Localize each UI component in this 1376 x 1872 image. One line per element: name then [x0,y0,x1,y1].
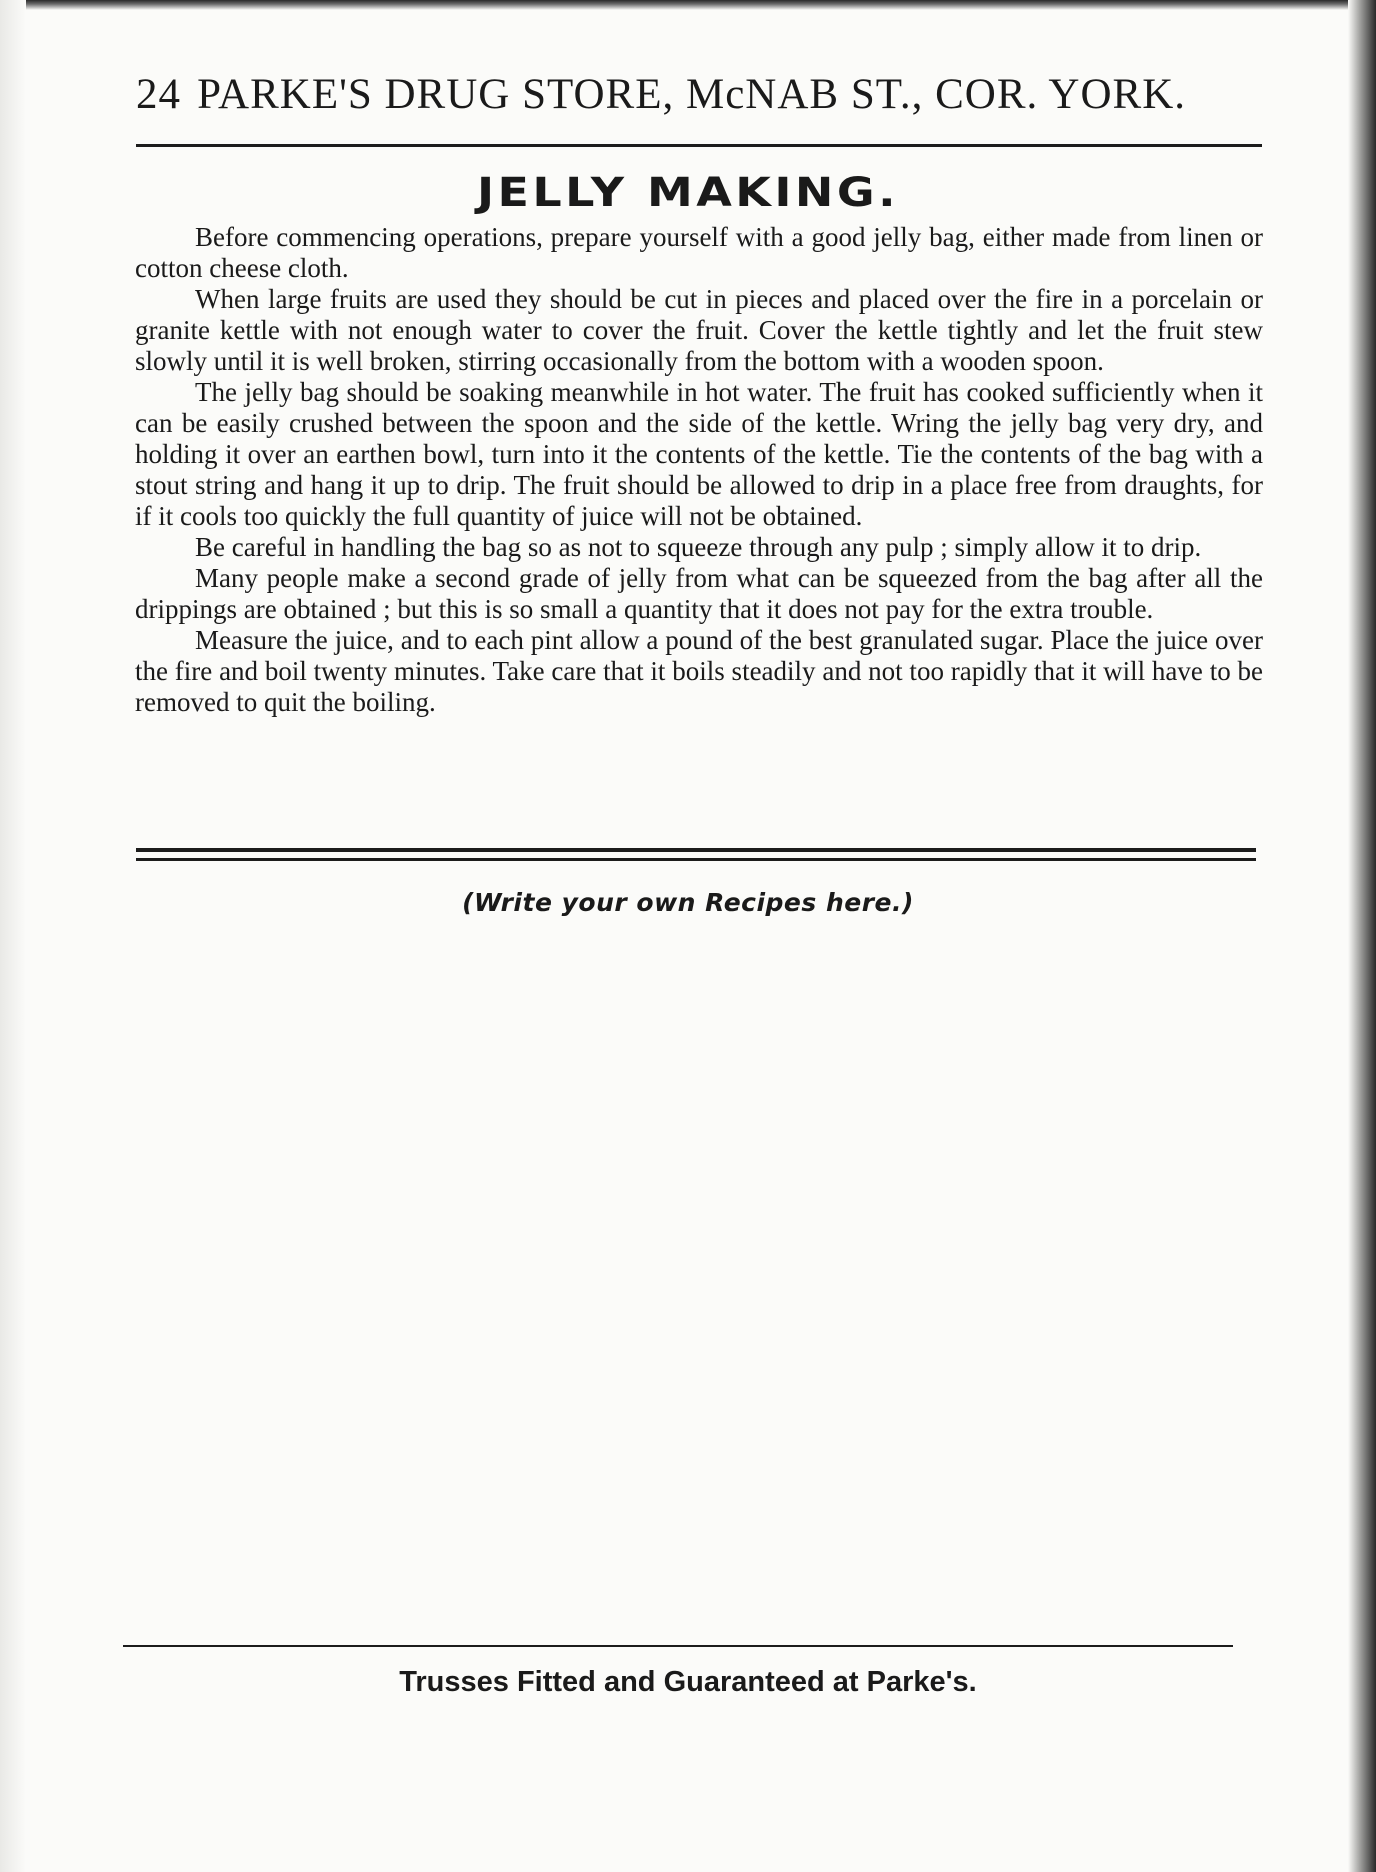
header-title: PARKE'S DRUG STORE, McNAB ST., COR. YORK. [197,71,1186,118]
running-header [136,70,1186,119]
footer-advert: Trusses Fitted and Guaranteed at Parke's. [399,1666,977,1698]
article-title: JELLY MAKING. [476,170,900,216]
paragraph: Measure the juice, and to each pint allow a pound of the best granulated sugar. Place the juice over the fire and boil twenty minutes. Take care that it boils steadily and not too rapidly that it will have to be removed to quit the boiling. [135,625,1263,717]
paragraph: Before commencing operations, prepare yourself with a good jelly bag, either made from linen or cotton cheese cloth. [135,222,1263,283]
section-divider-top [136,848,1256,852]
header-rule [136,144,1262,147]
page-number: 24 [136,71,181,118]
recipe-note: (Write your own Recipes here.) [462,888,914,917]
paragraph: The jelly bag should be soaking meanwhile in hot water. The fruit has cooked sufficiently when it can be easily crushed between the spoon and the side of the kettle. Wring the jelly bag very dry, and holding it over an earthen bowl, turn into it the contents of the kettle. Tie the contents of the bag with a stout string and hang it up to drip. The fruit should be allowed to drip in a place free from draughts, for if it cools too quickly the full quantity of juice will not be obtained. [135,377,1263,531]
page-left-edge [0,0,26,1872]
paragraph: When large fruits are used they should be cut in pieces and placed over the fire in a porcelain or granite kettle with not enough water to cover the fruit. Cover the kettle tightly and let the fruit stew slowly until it is well broken, stirring occasionally from the bottom with a wooden spoon. [135,284,1263,376]
footer-rule [123,1645,1233,1647]
section-divider-bottom [136,858,1256,861]
article-body [135,222,1263,718]
paragraph: Be careful in handling the bag so as not to squeeze through any pulp ; simply allow it to drip. [195,532,1202,562]
paragraph: Many people make a second grade of jelly from what can be squeezed from the bag after all the drippings are obtained ; but this is so small a quantity that it does not pay for the extra trouble. [135,563,1263,624]
page-top-edge [0,0,1376,10]
page-binding-edge [1348,0,1376,1872]
